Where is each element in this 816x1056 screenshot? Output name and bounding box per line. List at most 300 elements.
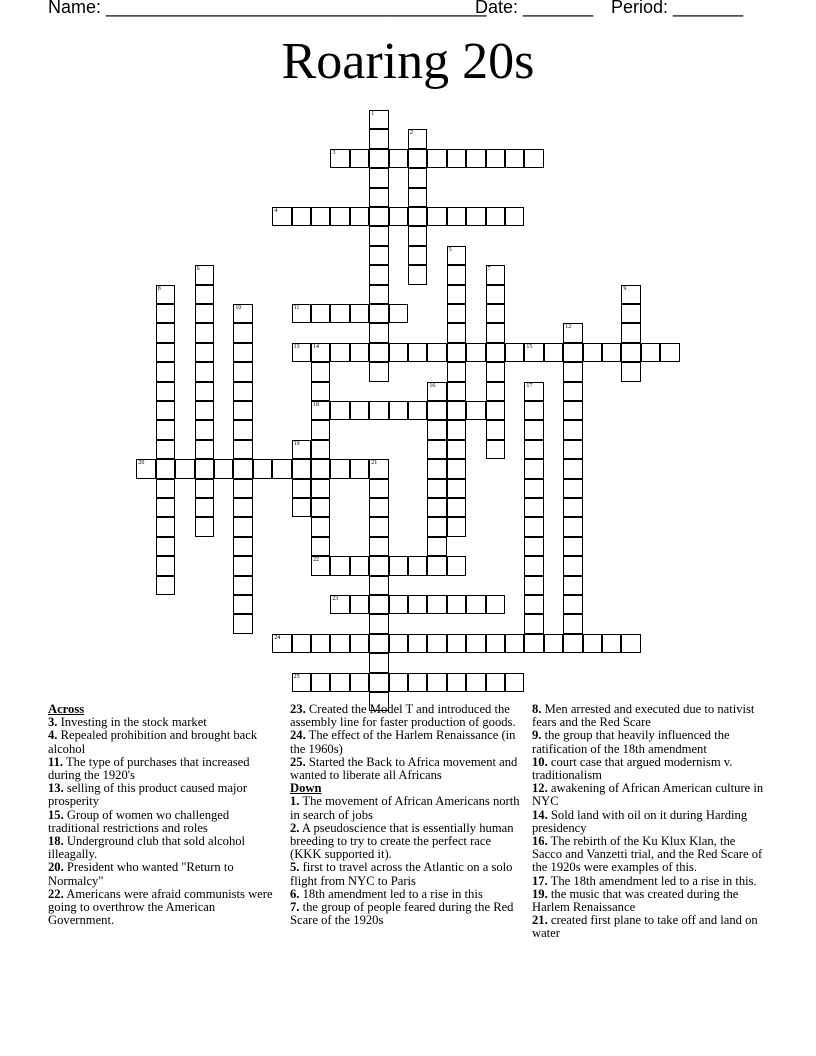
- crossword-cell[interactable]: [408, 595, 427, 614]
- crossword-cell[interactable]: [563, 595, 582, 614]
- crossword-cell[interactable]: [583, 634, 602, 653]
- crossword-cell[interactable]: [350, 207, 369, 226]
- crossword-cell[interactable]: [447, 149, 466, 168]
- crossword-cell[interactable]: [408, 168, 427, 187]
- crossword-cell[interactable]: [408, 129, 427, 148]
- across-clue: 23. Created the Model T and introduced the assembly line for faster production of goods.: [290, 702, 516, 730]
- clue-number: 6: [196, 266, 200, 273]
- crossword-cell[interactable]: [156, 401, 175, 420]
- crossword-cell[interactable]: [369, 129, 388, 148]
- crossword-cell[interactable]: [330, 207, 349, 226]
- crossword-cell[interactable]: [427, 382, 446, 401]
- crossword-cell[interactable]: [524, 595, 543, 614]
- crossword-cell[interactable]: [195, 479, 214, 498]
- crossword-cell[interactable]: [369, 149, 388, 168]
- crossword-cell[interactable]: [292, 343, 311, 362]
- crossword-cell[interactable]: [408, 343, 427, 362]
- crossword-cell[interactable]: [311, 401, 330, 420]
- clue-number: 8: [157, 285, 161, 292]
- crossword-cell[interactable]: [369, 304, 388, 323]
- crossword-cell[interactable]: [195, 304, 214, 323]
- crossword-cell[interactable]: [156, 420, 175, 439]
- crossword-cell[interactable]: [311, 304, 330, 323]
- crossword-cell[interactable]: [486, 285, 505, 304]
- clue-number: 12: [565, 324, 572, 331]
- crossword-cell[interactable]: [369, 265, 388, 284]
- crossword-cell[interactable]: [233, 362, 252, 381]
- crossword-cell[interactable]: [369, 343, 388, 362]
- crossword-cell[interactable]: [563, 634, 582, 653]
- crossword-cell[interactable]: [350, 401, 369, 420]
- crossword-cell[interactable]: [156, 556, 175, 575]
- crossword-cell[interactable]: [447, 382, 466, 401]
- crossword-cell[interactable]: [447, 634, 466, 653]
- crossword-cell[interactable]: [195, 440, 214, 459]
- crossword-cell[interactable]: [195, 517, 214, 536]
- crossword-cell[interactable]: [621, 323, 640, 342]
- crossword-cell[interactable]: [427, 207, 446, 226]
- crossword-cell[interactable]: [563, 614, 582, 633]
- crossword-cell[interactable]: [156, 517, 175, 536]
- crossword-cell[interactable]: [292, 479, 311, 498]
- crossword-cell[interactable]: [486, 304, 505, 323]
- crossword-cell[interactable]: [466, 343, 485, 362]
- crossword-cell[interactable]: [233, 459, 252, 478]
- down-clue: 6. 18th amendment led to a rise in this: [290, 886, 483, 901]
- across-clue: 4. Repealed prohibition and brought back alcohol: [48, 728, 258, 756]
- clue-number: 16: [429, 382, 436, 389]
- crossword-cell[interactable]: [350, 149, 369, 168]
- crossword-cell[interactable]: [447, 304, 466, 323]
- crossword-cell[interactable]: [544, 343, 563, 362]
- crossword-cell[interactable]: [350, 634, 369, 653]
- crossword-cell[interactable]: [136, 459, 155, 478]
- crossword-cell[interactable]: [369, 479, 388, 498]
- across-clue: 25. Started the Back to Africa movement and wanted to liberate all Africans: [290, 754, 518, 783]
- crossword-cell[interactable]: [408, 246, 427, 265]
- crossword-cell[interactable]: [330, 459, 349, 478]
- crossword-cell[interactable]: [427, 595, 446, 614]
- crossword-cell[interactable]: [583, 343, 602, 362]
- crossword-cell[interactable]: [311, 556, 330, 575]
- crossword-cell[interactable]: [156, 304, 175, 323]
- crossword-cell[interactable]: [524, 517, 543, 536]
- crossword-cell[interactable]: [311, 498, 330, 517]
- crossword-cell[interactable]: [350, 595, 369, 614]
- crossword-cell[interactable]: [602, 343, 621, 362]
- crossword-cell[interactable]: [233, 440, 252, 459]
- crossword-cell[interactable]: [486, 343, 505, 362]
- down-clue: 1. The movement of African Americans north in search of jobs: [290, 794, 520, 822]
- crossword-cell[interactable]: [447, 401, 466, 420]
- crossword-cell[interactable]: [311, 517, 330, 536]
- clue-number: 5: [448, 246, 452, 253]
- crossword-cell[interactable]: [427, 440, 446, 459]
- crossword-cell[interactable]: [369, 246, 388, 265]
- crossword-cell[interactable]: [350, 304, 369, 323]
- crossword-cell[interactable]: [408, 556, 427, 575]
- crossword-cell[interactable]: [156, 479, 175, 498]
- clue-number: 14: [313, 343, 319, 350]
- crossword-cell[interactable]: [233, 576, 252, 595]
- crossword-cell[interactable]: [389, 595, 408, 614]
- crossword-cell[interactable]: [195, 362, 214, 381]
- crossword-cell[interactable]: [486, 149, 505, 168]
- crossword-cell[interactable]: [369, 556, 388, 575]
- crossword-cell[interactable]: [311, 207, 330, 226]
- crossword-cell[interactable]: [563, 498, 582, 517]
- crossword-cell[interactable]: [563, 420, 582, 439]
- down-clue: 19. the music that was created during the Harlem Renaissance: [532, 886, 739, 915]
- crossword-cell[interactable]: [524, 459, 543, 478]
- crossword-cell[interactable]: [505, 207, 524, 226]
- crossword-cell[interactable]: [563, 362, 582, 381]
- crossword-cell[interactable]: [369, 459, 388, 478]
- crossword-cell[interactable]: [369, 401, 388, 420]
- crossword-cell[interactable]: [427, 517, 446, 536]
- crossword-cell[interactable]: [505, 634, 524, 653]
- crossword-cell[interactable]: [447, 420, 466, 439]
- crossword-cell[interactable]: [486, 440, 505, 459]
- crossword-cell[interactable]: [408, 673, 427, 692]
- crossword-cell[interactable]: [233, 343, 252, 362]
- crossword-cell[interactable]: [466, 401, 485, 420]
- crossword-cell[interactable]: [563, 537, 582, 556]
- crossword-cell[interactable]: [486, 323, 505, 342]
- crossword-cell[interactable]: [311, 537, 330, 556]
- crossword-cell[interactable]: [156, 459, 175, 478]
- crossword-cell[interactable]: [466, 149, 485, 168]
- crossword-cell[interactable]: [486, 207, 505, 226]
- clue-number: 24: [274, 634, 281, 641]
- crossword-cell[interactable]: [156, 382, 175, 401]
- crossword-cell[interactable]: [524, 401, 543, 420]
- crossword-cell[interactable]: [447, 517, 466, 536]
- crossword-cell[interactable]: [311, 634, 330, 653]
- down-clue: 10. court case that argued modernism v. traditionalism: [532, 754, 733, 783]
- crossword-cell[interactable]: [369, 168, 388, 187]
- crossword-cell[interactable]: [447, 207, 466, 226]
- crossword-cell[interactable]: [544, 634, 563, 653]
- crossword-cell[interactable]: [427, 459, 446, 478]
- clue-column-1: [48, 703, 273, 927]
- clue-number: 15: [526, 343, 533, 350]
- clue-number: 10: [235, 305, 242, 311]
- crossword-cell[interactable]: [427, 420, 446, 439]
- crossword-cell[interactable]: [272, 459, 291, 478]
- crossword-cell[interactable]: [563, 479, 582, 498]
- date-field[interactable]: Date: _______: [475, 0, 594, 17]
- crossword-cell[interactable]: [214, 459, 233, 478]
- crossword-cell[interactable]: [253, 459, 272, 478]
- crossword-cell[interactable]: [369, 653, 388, 672]
- down-clue: 9. the group that heavily influenced the ratification of the 18th amendment: [532, 728, 730, 756]
- crossword-cell[interactable]: [369, 285, 388, 304]
- crossword-cell[interactable]: [563, 343, 582, 362]
- crossword-cell[interactable]: [350, 343, 369, 362]
- crossword-cell[interactable]: [233, 323, 252, 342]
- crossword-cell[interactable]: [427, 537, 446, 556]
- crossword-cell[interactable]: [524, 440, 543, 459]
- crossword-cell[interactable]: [563, 401, 582, 420]
- crossword-cell[interactable]: [195, 420, 214, 439]
- crossword-cell[interactable]: [195, 498, 214, 517]
- crossword-cell[interactable]: [389, 207, 408, 226]
- crossword-cell[interactable]: [292, 304, 311, 323]
- crossword-cell[interactable]: [486, 595, 505, 614]
- crossword-cell[interactable]: [447, 246, 466, 265]
- crossword-cell[interactable]: [195, 323, 214, 342]
- crossword-cell[interactable]: [563, 459, 582, 478]
- crossword-cell[interactable]: [505, 149, 524, 168]
- crossword-cell[interactable]: [175, 459, 194, 478]
- crossword-cell[interactable]: [447, 265, 466, 284]
- crossword-cell[interactable]: [369, 188, 388, 207]
- crossword-cell[interactable]: [621, 343, 640, 362]
- crossword-cell[interactable]: [369, 110, 388, 129]
- crossword-cell[interactable]: [466, 207, 485, 226]
- crossword-cell[interactable]: [660, 343, 679, 362]
- down-clue: 7. the group of people feared during the Red Scare of the 1920s: [290, 900, 514, 928]
- crossword-cell[interactable]: [408, 265, 427, 284]
- crossword-cell[interactable]: [369, 614, 388, 633]
- across-clue: 24. The effect of the Harlem Renaissance (in the 1960s): [290, 728, 516, 756]
- crossword-cell[interactable]: [233, 382, 252, 401]
- crossword-cell[interactable]: [524, 556, 543, 575]
- crossword-cell[interactable]: [486, 634, 505, 653]
- crossword-cell[interactable]: [447, 440, 466, 459]
- crossword-cell[interactable]: [330, 149, 349, 168]
- down-clue: 16. The rebirth of the Ku Klux Klan, the Sacco and Vanzetti trial, and the Red Scare of the 1920s were examples of this.: [532, 834, 763, 875]
- crossword-cell[interactable]: [369, 634, 388, 653]
- crossword-cell[interactable]: [156, 440, 175, 459]
- crossword-cell[interactable]: [292, 440, 311, 459]
- crossword-cell[interactable]: [330, 401, 349, 420]
- crossword-cell[interactable]: [524, 382, 543, 401]
- crossword-cell[interactable]: [447, 673, 466, 692]
- crossword-cell[interactable]: [156, 285, 175, 304]
- crossword-cell[interactable]: [369, 226, 388, 245]
- crossword-cell[interactable]: [447, 459, 466, 478]
- across-clue: 11. The type of purchases that increased during the 1920's: [48, 754, 250, 783]
- crossword-cell[interactable]: [389, 304, 408, 323]
- crossword-cell[interactable]: [369, 323, 388, 342]
- crossword-cell[interactable]: [427, 556, 446, 575]
- crossword-cell[interactable]: [233, 479, 252, 498]
- crossword-cell[interactable]: [563, 382, 582, 401]
- crossword-cell[interactable]: [447, 323, 466, 342]
- crossword-cell[interactable]: [408, 188, 427, 207]
- crossword-cell[interactable]: [524, 149, 543, 168]
- crossword-cell[interactable]: [233, 304, 252, 323]
- crossword-cell[interactable]: [389, 149, 408, 168]
- crossword-cell[interactable]: [486, 265, 505, 284]
- crossword-cell[interactable]: [330, 673, 349, 692]
- period-field[interactable]: Period: _______: [611, 0, 744, 17]
- crossword-cell[interactable]: [524, 420, 543, 439]
- crossword-cell[interactable]: [311, 420, 330, 439]
- crossword-cell[interactable]: [330, 634, 349, 653]
- crossword-cell[interactable]: [272, 634, 291, 653]
- crossword-cell[interactable]: [427, 401, 446, 420]
- crossword-cell[interactable]: [311, 673, 330, 692]
- crossword-cell[interactable]: [447, 343, 466, 362]
- crossword-cell[interactable]: [233, 614, 252, 633]
- crossword-cell[interactable]: [369, 362, 388, 381]
- crossword-cell[interactable]: [524, 576, 543, 595]
- crossword-cell[interactable]: [563, 556, 582, 575]
- clue-number: 20: [138, 460, 145, 467]
- clue-number: 13: [293, 343, 300, 350]
- crossword-cell[interactable]: [195, 265, 214, 284]
- crossword-cell[interactable]: [369, 537, 388, 556]
- crossword-cell[interactable]: [156, 576, 175, 595]
- crossword-cell[interactable]: [408, 401, 427, 420]
- name-field[interactable]: Name: ______________________________________: [48, 0, 487, 17]
- crossword-cell[interactable]: [427, 673, 446, 692]
- clue-column-3: [532, 703, 768, 941]
- crossword-cell[interactable]: [311, 362, 330, 381]
- crossword-cell[interactable]: [524, 498, 543, 517]
- crossword-cell[interactable]: [350, 556, 369, 575]
- crossword-cell[interactable]: [447, 556, 466, 575]
- clue-column-2: [290, 703, 520, 927]
- crossword-cell[interactable]: [427, 498, 446, 517]
- crossword-cell[interactable]: [311, 440, 330, 459]
- crossword-cell[interactable]: [389, 673, 408, 692]
- crossword-cell[interactable]: [369, 207, 388, 226]
- crossword-cell[interactable]: [389, 401, 408, 420]
- crossword-cell[interactable]: [641, 343, 660, 362]
- crossword-cell[interactable]: [427, 634, 446, 653]
- crossword-cell[interactable]: [486, 382, 505, 401]
- crossword-cell[interactable]: [156, 498, 175, 517]
- across-heading: Across: [48, 702, 85, 716]
- crossword-cell[interactable]: [447, 362, 466, 381]
- crossword-cell[interactable]: [233, 498, 252, 517]
- crossword-cell[interactable]: [369, 576, 388, 595]
- crossword-cell[interactable]: [621, 362, 640, 381]
- crossword-cell[interactable]: [447, 285, 466, 304]
- crossword-cell[interactable]: [330, 556, 349, 575]
- crossword-cell[interactable]: [389, 556, 408, 575]
- crossword-cell[interactable]: [233, 401, 252, 420]
- crossword-cell[interactable]: [330, 343, 349, 362]
- crossword-cell[interactable]: [486, 673, 505, 692]
- crossword-cell[interactable]: [195, 285, 214, 304]
- crossword-cell[interactable]: [524, 634, 543, 653]
- crossword-cell[interactable]: [447, 595, 466, 614]
- clue-number: 7: [487, 266, 491, 273]
- crossword-cell[interactable]: [292, 459, 311, 478]
- crossword-cell[interactable]: [156, 343, 175, 362]
- crossword-cell[interactable]: [350, 459, 369, 478]
- clue-number: 11: [293, 305, 300, 311]
- crossword-cell[interactable]: [563, 323, 582, 342]
- crossword-cell[interactable]: [195, 401, 214, 420]
- crossword-cell[interactable]: [621, 634, 640, 653]
- crossword-cell[interactable]: [389, 634, 408, 653]
- crossword-cell[interactable]: [233, 556, 252, 575]
- crossword-cell[interactable]: [466, 673, 485, 692]
- crossword-cell[interactable]: [156, 362, 175, 381]
- crossword-cell[interactable]: [292, 207, 311, 226]
- crossword-cell[interactable]: [233, 517, 252, 536]
- crossword-cell[interactable]: [505, 673, 524, 692]
- crossword-cell[interactable]: [466, 595, 485, 614]
- crossword-cell[interactable]: [369, 517, 388, 536]
- crossword-cell[interactable]: [408, 226, 427, 245]
- crossword-cell[interactable]: [311, 382, 330, 401]
- crossword-cell[interactable]: [369, 673, 388, 692]
- crossword-cell[interactable]: [389, 343, 408, 362]
- crossword-cell[interactable]: [621, 304, 640, 323]
- crossword-cell[interactable]: [486, 401, 505, 420]
- crossword-cell[interactable]: [408, 149, 427, 168]
- clue-number: 18: [313, 402, 319, 408]
- crossword-cell[interactable]: [524, 479, 543, 498]
- crossword-cell[interactable]: [563, 440, 582, 459]
- crossword-cell[interactable]: [466, 634, 485, 653]
- crossword-cell[interactable]: [524, 537, 543, 556]
- crossword-cell[interactable]: [369, 498, 388, 517]
- crossword-cell[interactable]: [447, 479, 466, 498]
- clue-number: 2: [410, 130, 413, 137]
- crossword-cell[interactable]: [350, 673, 369, 692]
- crossword-cell[interactable]: [621, 285, 640, 304]
- crossword-cell[interactable]: [447, 498, 466, 517]
- crossword-cell[interactable]: [427, 343, 446, 362]
- down-clue: 21. created first plane to take off and land on water: [532, 913, 758, 941]
- crossword-cell[interactable]: [524, 614, 543, 633]
- crossword-cell[interactable]: [233, 420, 252, 439]
- crossword-cell[interactable]: [272, 207, 291, 226]
- crossword-cell[interactable]: [369, 595, 388, 614]
- crossword-cell[interactable]: [292, 634, 311, 653]
- crossword-cell[interactable]: [195, 343, 214, 362]
- crossword-cell[interactable]: [408, 207, 427, 226]
- crossword-cell[interactable]: [292, 498, 311, 517]
- crossword-cell[interactable]: [486, 362, 505, 381]
- crossword-cell[interactable]: [311, 459, 330, 478]
- crossword-cell[interactable]: [195, 459, 214, 478]
- crossword-cell[interactable]: [156, 323, 175, 342]
- crossword-cell[interactable]: [233, 595, 252, 614]
- crossword-cell[interactable]: [330, 304, 349, 323]
- crossword-cell[interactable]: [233, 537, 252, 556]
- clue-number: 17: [526, 382, 533, 389]
- crossword-cell[interactable]: [427, 149, 446, 168]
- clue-number: 3: [332, 149, 336, 156]
- crossword-cell[interactable]: [195, 382, 214, 401]
- across-clue: 18. Underground club that sold alcohol illeagally.: [48, 834, 246, 862]
- crossword-cell[interactable]: [505, 343, 524, 362]
- crossword-cell[interactable]: [311, 479, 330, 498]
- crossword-cell[interactable]: [563, 517, 582, 536]
- down-clue: 12. awakening of African American culture in NYC: [532, 781, 764, 809]
- crossword-cell[interactable]: [156, 537, 175, 556]
- crossword-cell[interactable]: [292, 673, 311, 692]
- crossword-cell[interactable]: [427, 479, 446, 498]
- crossword-cell[interactable]: [524, 343, 543, 362]
- crossword-cell[interactable]: [486, 420, 505, 439]
- crossword-cell[interactable]: [563, 576, 582, 595]
- crossword-cell[interactable]: [602, 634, 621, 653]
- clue-number: 9: [623, 285, 627, 292]
- crossword-cell[interactable]: [330, 595, 349, 614]
- crossword-cell[interactable]: [311, 343, 330, 362]
- crossword-cell[interactable]: [408, 634, 427, 653]
